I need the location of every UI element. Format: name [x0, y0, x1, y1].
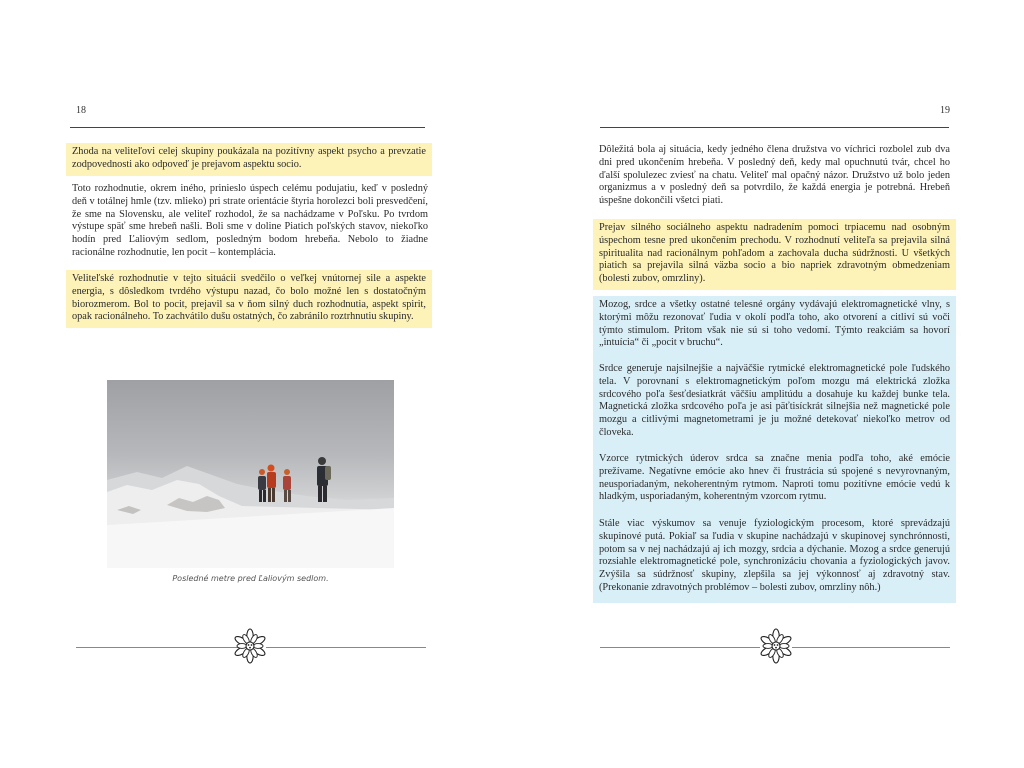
edelweiss-icon	[758, 628, 794, 664]
right-paragraph-6: Stále viac výskumov sa venuje fyziologickým procesom, ktoré sprevádzajú skupinové putá. Pokiaľ sa ľudia v skupine nachádzajú v skupinovej synchrónnosti, potom sa v nej nachádzajú aj ich mozgy, srdcia a dýchanie. Mozog a srdce generujú rozsiahle elektromagnetické pole, synchronizáciu chovania a fyziologických javov. Zvýšila sa súdržnosť skupiny, zlepšila sa jej výkonnosť aj zdravotný stav. (Prekonanie zdravotných problémov – bolesti zubov, omrzliny nôh.)	[599, 518, 950, 593]
photo-caption: Posledné metre pred Ľaliovým sedlom.	[172, 574, 329, 583]
right-paragraph-4: Srdce generuje najsilnejšie a najväčšie rytmické elektromagnetické pole ľudského tela. V porovnaní s elektromagnetickým poľom mozgu má elektrická zložka srdcového poľa šesťdesiatkrát väčšiu amplitúdu a dosahuje ku každej bunke tela. Magnetická zložka srdcového poľa je asi päťtisíckrát silnejšia než magnetické pole mozgu a citlivými magnetometrami je ju možné detekovať niekoľko metrov od človeka.	[599, 363, 950, 438]
footer-rule-left-a	[76, 647, 238, 648]
footer-rule-left-b	[266, 647, 426, 648]
right-paragraph-5: Vzorce rytmických úderov srdca sa značne menia podľa toho, aké emócie prežívame. Negatívne emócie ako hnev či frustrácia sú spojené s nevyrovnaným, neusporiadaným, nekoherentným rytmom. Naproti tomu pozitívne emócie vedú k hladkým, usporiadaným, koherentným vzorcom rytmu.	[599, 453, 950, 503]
footer-rule-right-a	[600, 647, 760, 648]
edelweiss-icon	[232, 628, 268, 664]
page-number-left: 18	[76, 105, 86, 116]
header-rule-right	[600, 127, 949, 128]
right-paragraph-2: Prejav silného sociálneho aspektu nadradením pomoci trpiacemu nad osobným úspechom tesne pred ukončením prechodu. V rozhodnutí veliteľa sa prejavila silná spiritualita nad racionálnym pohľadom a zachovala ducha súdržnosti. U všetkých piatich sa prejavila silná väzba socio a bio napriek zdravotným obmedzeniam (bolesti zubov, omrzliny).	[593, 219, 956, 290]
right-page	[512, 0, 1024, 768]
left-paragraph-2: Toto rozhodnutie, okrem iného, prinieslo úspech celému podujatiu, keď v posledný deň v totálnej hmle (tzv. mlieko) pri strate orientácie štyria horolezci boli presvedčení, že sme na Slovensku, ale veliteľ rozhodol, že sa nachádzame v Poľsku. Po tvrdom výstupe späť sme hrebeň našli. Boli sme v doline Piatich poľských stavov, niekoľko hodín pred Ľaliovým sedlom, posledným bodom hrebeňa. Nebolo to žiadne racionálne rozhodnutie, len pocit – kontemplácia.	[72, 183, 428, 258]
mountain-photo	[107, 380, 394, 568]
right-paragraph-3: Mozog, srdce a všetky ostatné telesné orgány vydávajú elektromagnetické vlny, s ktorými môžu rezonovať ľudia v okolí podľa toho, ako otvorení a citliví sú voči týmto stimulom. Pritom však nie sú si toho vedomí. Týmto reakciám sa hovorí „intuícia“ či „pocit v bruchu“.	[599, 299, 950, 349]
footer-rule-right-b	[792, 647, 950, 648]
right-paragraph-1: Dôležitá bola aj situácia, kedy jedného člena družstva vo víchrici rozbolel zub dva dni pred ukončením hrebeňa. V posledný deň, kedy mal opuchnutú tvár, chcel ho ďalší spolulezec zviesť na chatu. Veliteľ mal opačný názor. Družstvo už bolo jeden organizmus a v posledný deň sa potvrdilo, že každá energia je potrebná. Hrebeň úspešne dokončili všetci piati.	[599, 144, 950, 207]
header-rule-left	[70, 127, 425, 128]
page-number-right: 19	[940, 105, 950, 116]
left-paragraph-3: Veliteľské rozhodnutie v tejto situácii svedčilo o veľkej vnútornej sile a aspekte energia, s dôsledkom tvrdého výstupu nazad, čo bolo možné len s dostatočným biorozmerom. Bol to pocit, prejavil sa v ňom silný duch rozhodnutia, aspekt spirit, opak racionálneho. To zachvátilo dušu ostatných, čo zabránilo roztrhnutiu skupiny.	[66, 270, 432, 328]
left-paragraph-1: Zhoda na veliteľovi celej skupiny poukázala na pozitívny aspekt psycho a prevzatie zodpovednosti ako odpoveď je prejavom aspektu socio.	[66, 143, 432, 176]
